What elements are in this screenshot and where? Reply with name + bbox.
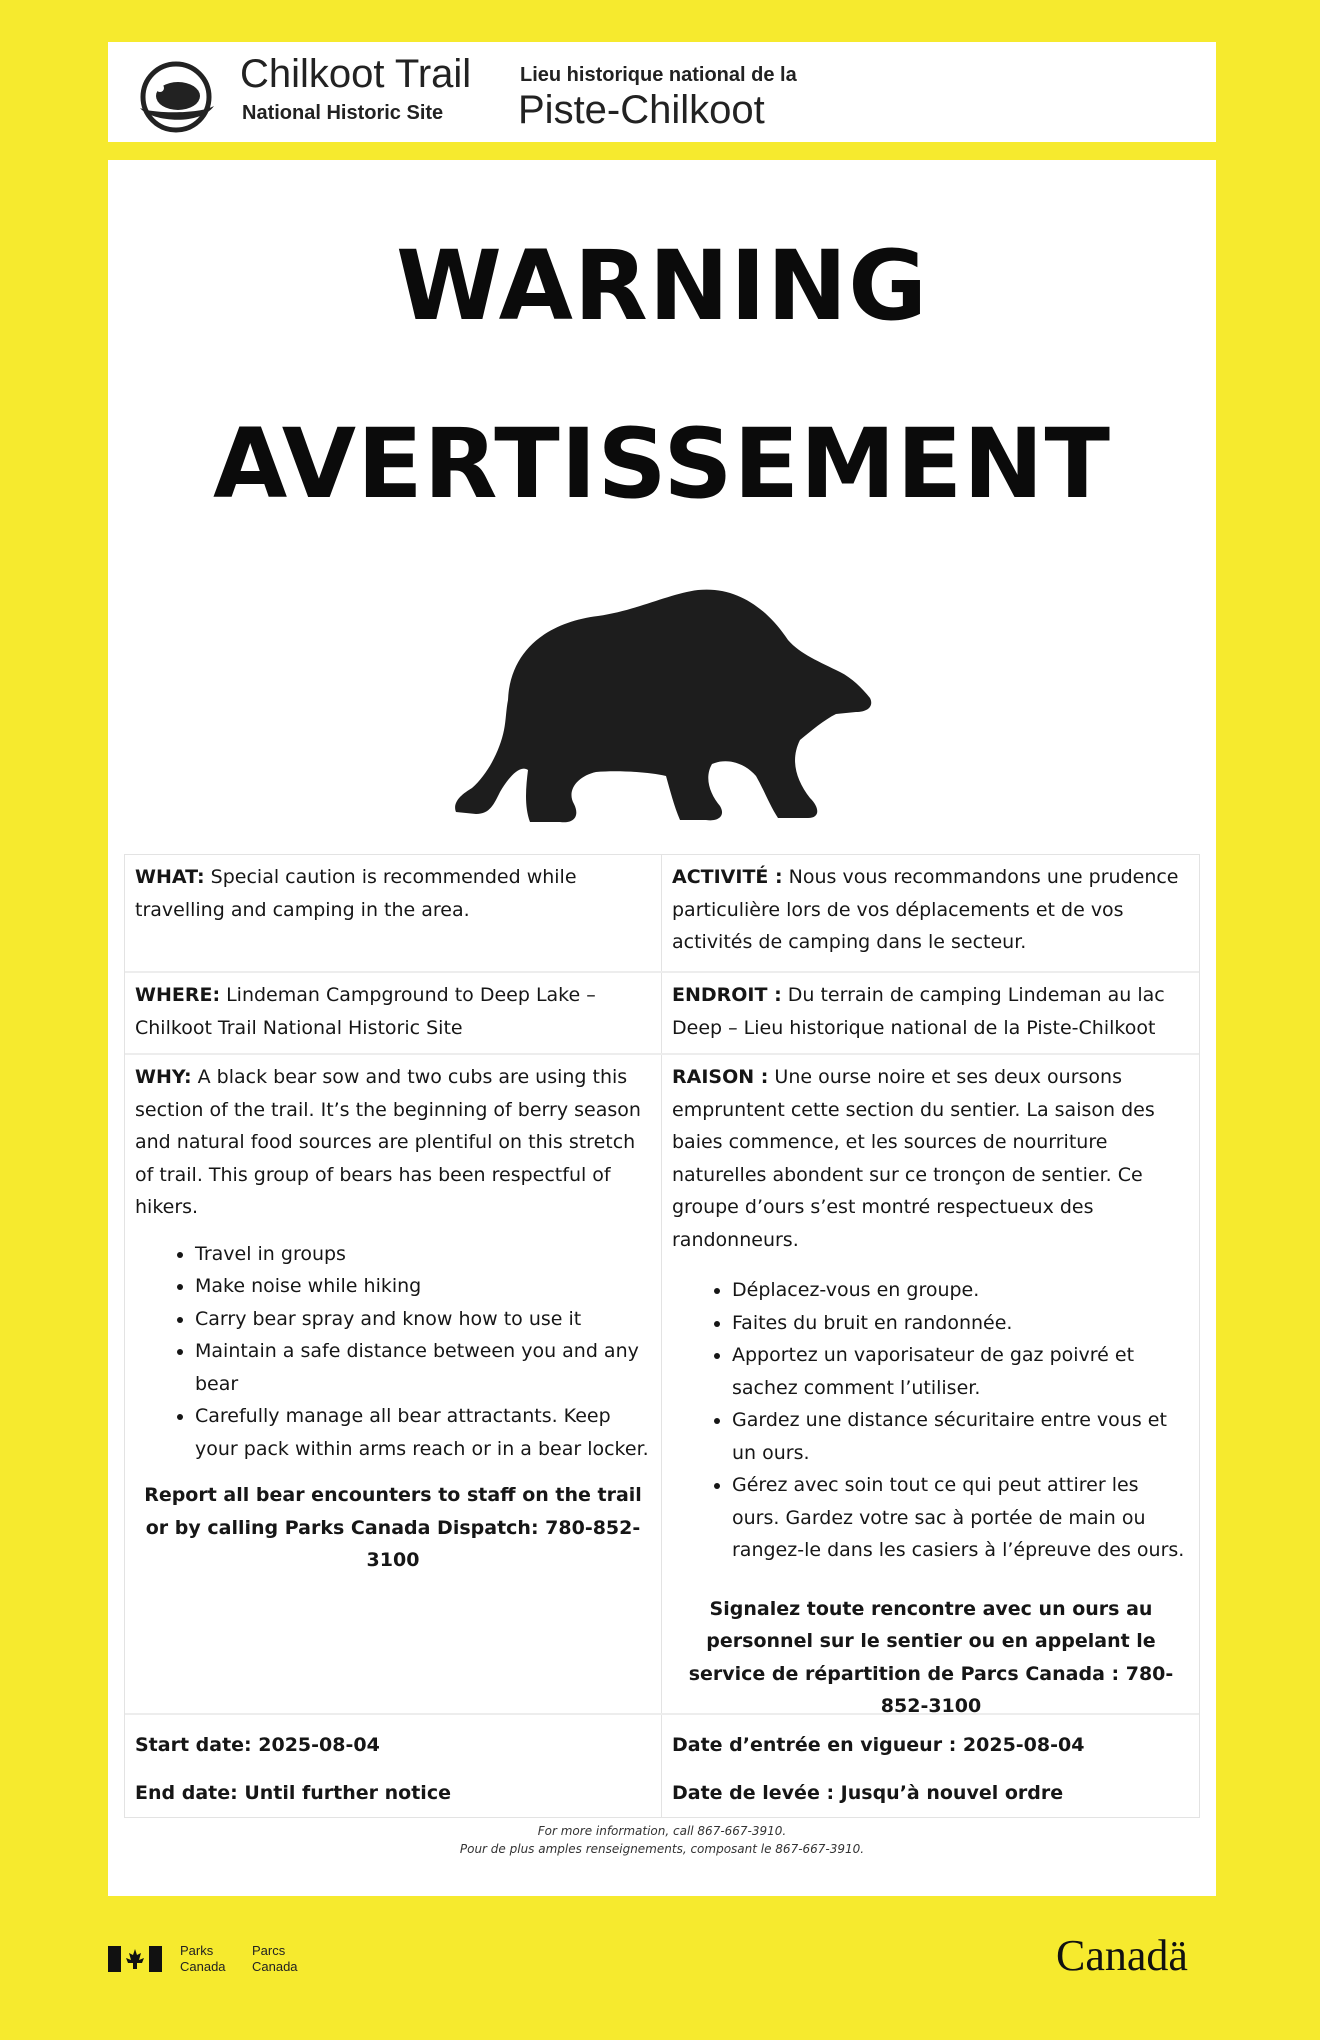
fr-report-instructions: Signalez toute rencontre avec un ours au personnel sur le sentier ou en appelant le service de répartition de Parcs Canada : 780-852-3100 (688, 1597, 1174, 1717)
brand-fr-title: Piste-Chilkoot (518, 88, 765, 132)
why-fr-cell (662, 1055, 1200, 1723)
what-fr-label: ACTIVITÉ : (672, 866, 783, 888)
list-item: • Carefully manage all bear attractants. Keep your pack within arms reach or in a bear locker. (195, 1400, 651, 1465)
canada-wordmark: Canadä (1056, 1931, 1188, 1980)
list-item: • Apportez un vaporisateur de gaz poivré et sachez comment l’utiliser. (732, 1339, 1190, 1404)
brand-fr-subtitle: Lieu historique national de la (520, 64, 797, 86)
footer-note-en: For more information, call 867-667-3910. (537, 1824, 787, 1838)
list-item: • Faites du bruit en randonnée. (732, 1307, 1190, 1340)
what-en-label: WHAT: (135, 866, 205, 888)
brand-en-title: Chilkoot Trail (240, 52, 472, 96)
list-item: • Déplacez-vous en groupe. (732, 1274, 1190, 1307)
site-header (108, 42, 1216, 142)
where-en-label: WHERE: (135, 984, 221, 1006)
parks-label: Parks (180, 1943, 214, 1958)
where-en-cell (125, 973, 661, 1044)
end-date-fr: Date de levée : Jusqu’à nouvel ordre (672, 1782, 1064, 1804)
start-date-en: Start date: 2025-08-04 (135, 1734, 380, 1756)
why-fr-text: Une ourse noire et ses deux oursons empruntent cette section du sentier. La saison des baies commence, et les sources de nourriture naturelles abondent sur ce tronçon de sentier. Ce groupe d’ours s’est montré respectueux des randonneurs. (672, 1066, 1155, 1251)
canada-label: Canada (180, 1959, 226, 1974)
start-date-fr: Date d’entrée en vigueur : 2025-08-04 (672, 1734, 1085, 1756)
why-en-cell (125, 1055, 661, 1577)
dates-en-cell (125, 1715, 661, 1817)
parcs-canada-fr (252, 1943, 298, 1975)
list-item: • Make noise while hiking (195, 1270, 651, 1303)
beaver-icon (130, 60, 222, 134)
headline-fr: AVERTISSEMENT (213, 408, 1111, 520)
list-item: • Carry bear spray and know how to use it (195, 1303, 651, 1336)
canada-flag-icon (108, 1946, 162, 1972)
what-fr-cell (662, 855, 1200, 959)
what-fr-text: Nous vous recommandons une prudence particulière lors de vos déplacements et de vos activités de camping dans le secteur. (672, 866, 1179, 953)
what-en-cell (125, 855, 661, 926)
where-en-text: Lindeman Campground to Deep Lake – Chilkoot Trail National Historic Site (135, 984, 596, 1039)
end-date-en: End date: Until further notice (135, 1782, 451, 1804)
info-table (124, 854, 1200, 1818)
bear-silhouette-icon (448, 580, 888, 830)
why-en-text: A black bear sow and two cubs are using this section of the trail. It’s the beginning of berry season and natural food sources are plentiful on this stretch of trail. This group of bears has been respectful of hikers. (135, 1066, 641, 1218)
fr-safety-list (672, 1274, 1190, 1567)
brand-en-subtitle: National Historic Site (242, 102, 444, 124)
list-item: • Gardez une distance sécuritaire entre vous et un ours. (732, 1404, 1190, 1469)
footer-note-fr: Pour de plus amples renseignements, composant le 867-667-3910. (459, 1842, 865, 1856)
why-fr-label: RAISON : (672, 1066, 769, 1088)
what-en-text: Special caution is recommended while travelling and camping in the area. (135, 866, 577, 921)
list-item: • Gérez avec soin tout ce qui peut attirer les ours. Gardez votre sac à portée de main ou rangez-le dans les casiers à l’épreuve des ours. (732, 1469, 1190, 1567)
warning-panel (108, 160, 1216, 1896)
en-report-instructions: Report all bear encounters to staff on the trail or by calling Parks Canada Dispatch: 780-852-3100 (144, 1484, 642, 1571)
where-fr-text: Du terrain de camping Lindeman au lac Deep – Lieu historique national de la Piste-Chilkoot (672, 984, 1165, 1039)
list-item: • Maintain a safe distance between you and any bear (195, 1335, 651, 1400)
en-safety-list (135, 1238, 651, 1466)
parcs-label: Parcs (252, 1943, 286, 1958)
parks-canada-en (180, 1943, 226, 1975)
where-fr-cell (662, 973, 1200, 1044)
list-item: • Travel in groups (195, 1238, 651, 1271)
where-fr-label: ENDROIT : (672, 984, 782, 1006)
canada-label-fr: Canada (252, 1959, 298, 1974)
dates-fr-cell (662, 1715, 1200, 1817)
headline-en: WARNING (396, 230, 928, 342)
why-en-label: WHY: (135, 1066, 192, 1088)
